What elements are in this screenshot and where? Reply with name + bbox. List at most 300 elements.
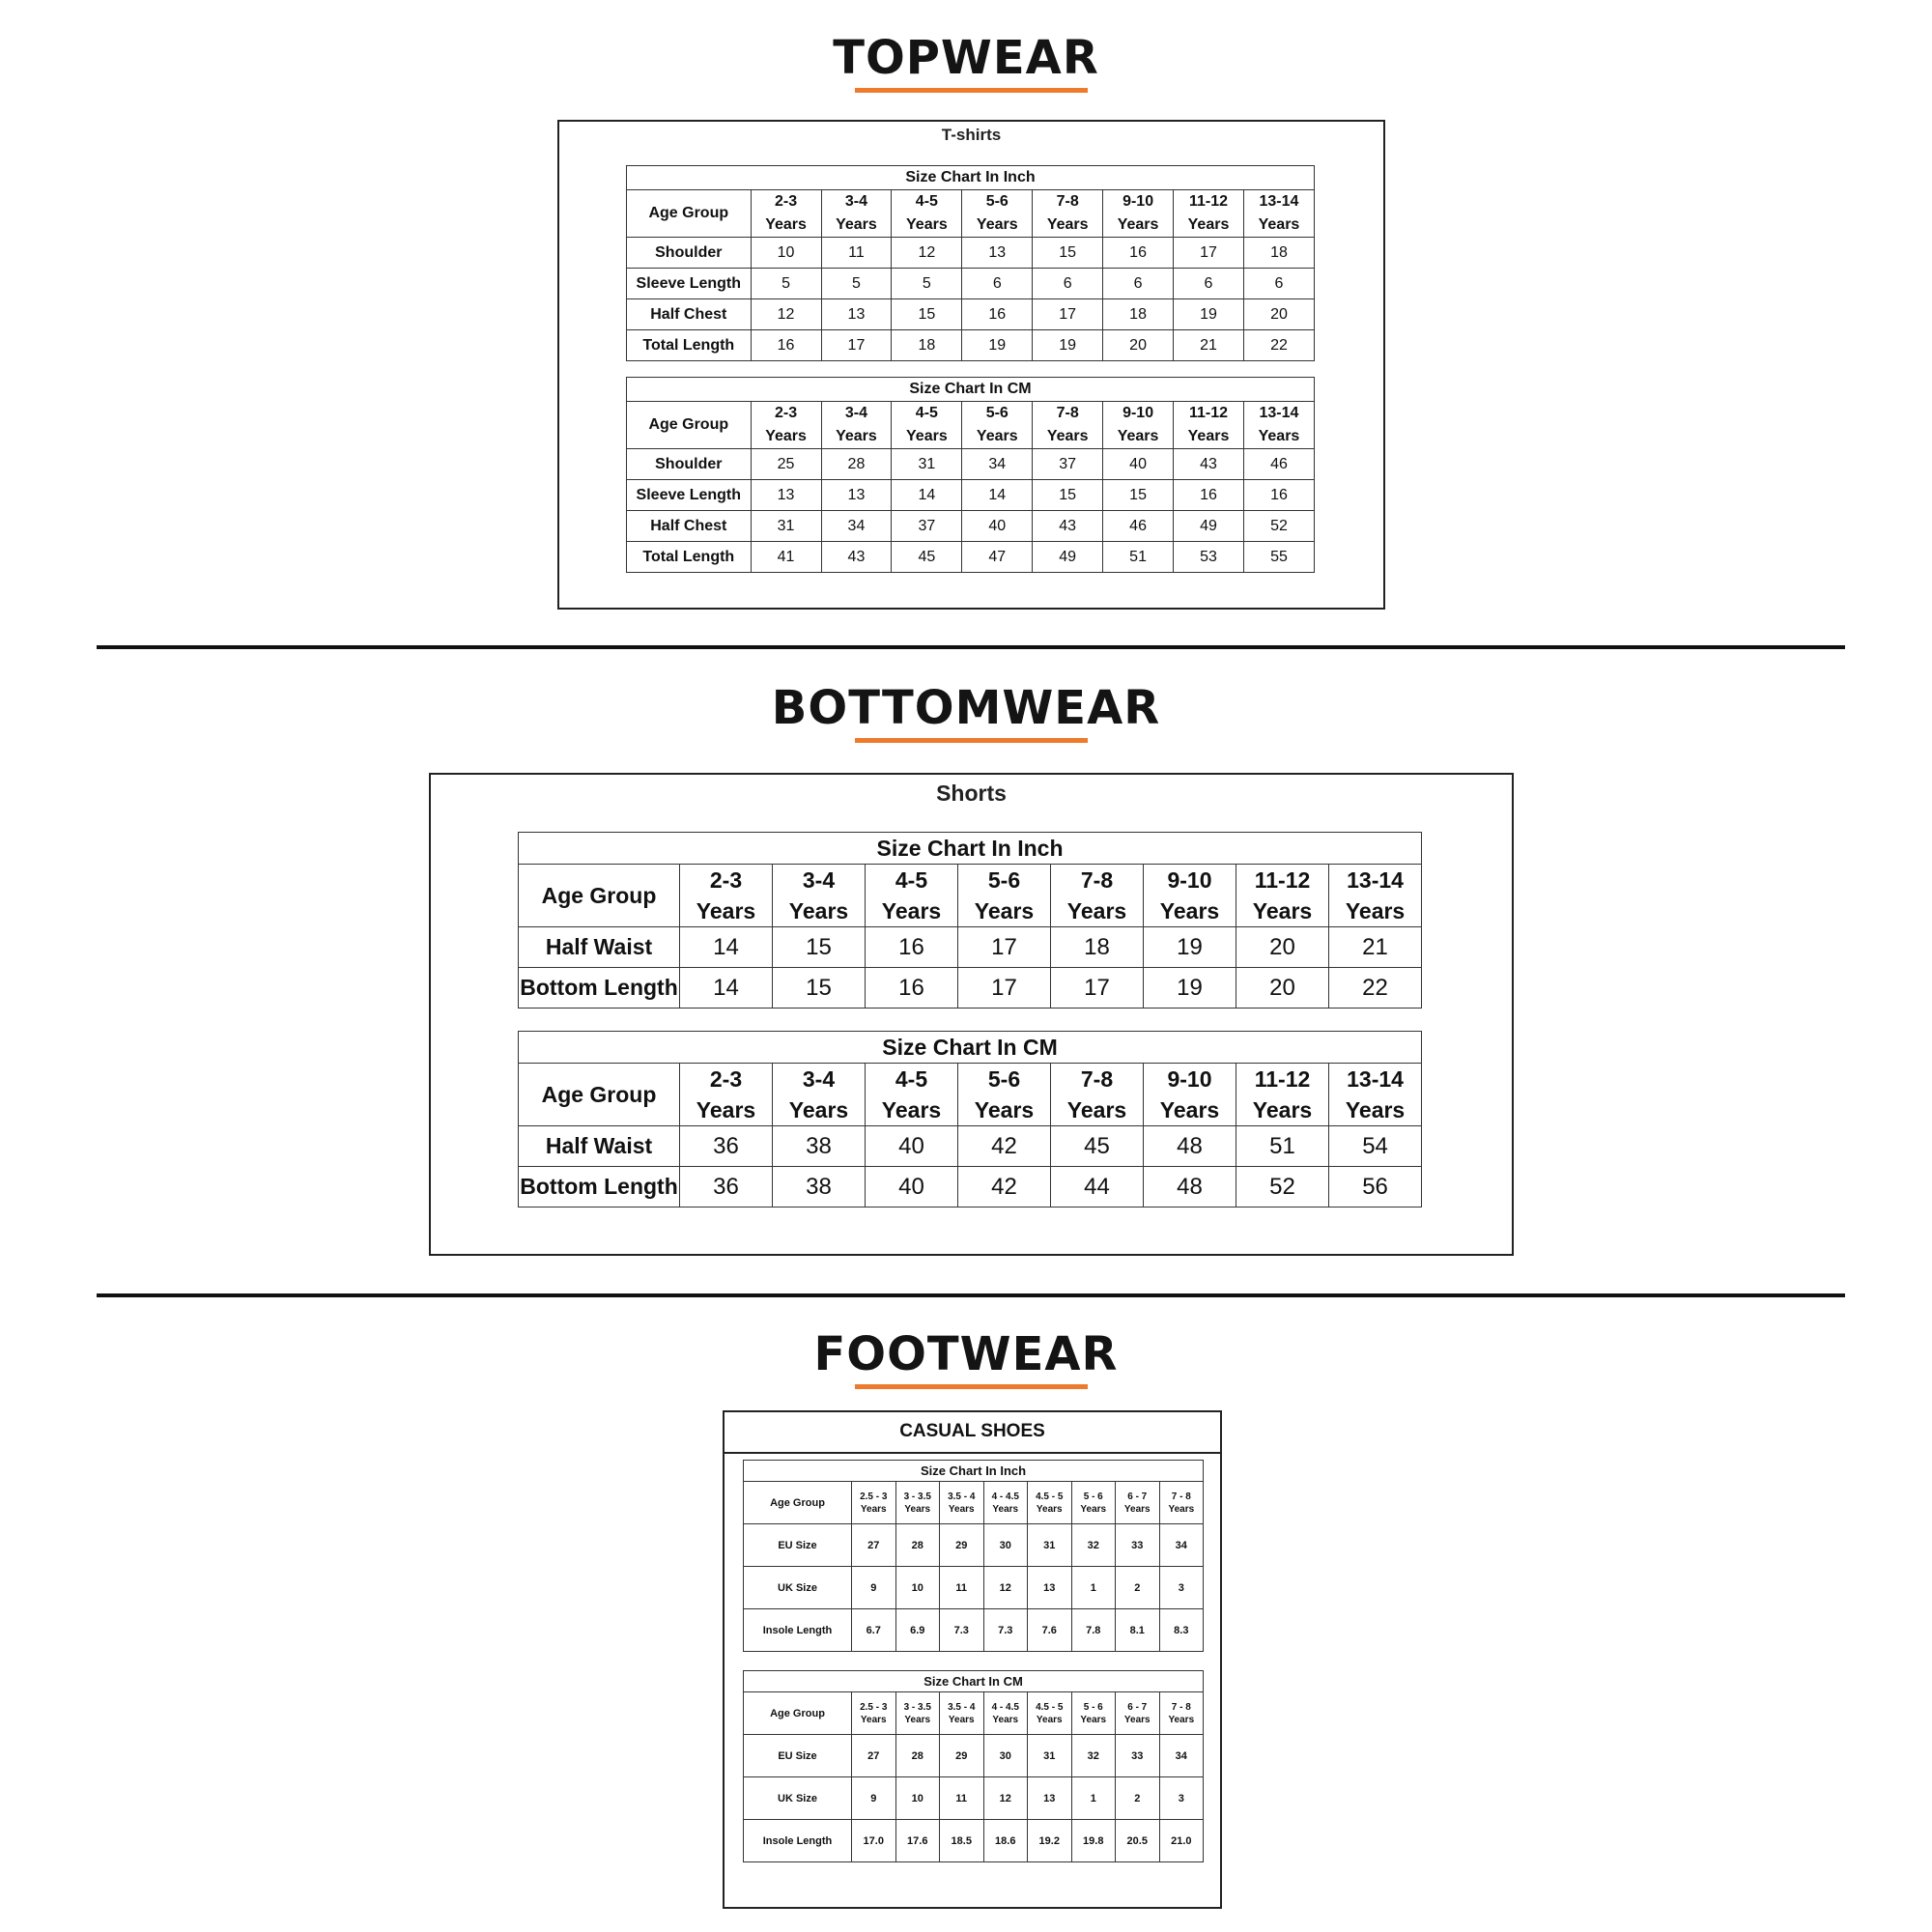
- size-cell: 15: [1103, 480, 1174, 511]
- age-unit: Years: [1123, 1714, 1151, 1725]
- table-row: [744, 1609, 1204, 1652]
- size-cell: 6.7: [852, 1609, 896, 1652]
- size-cell: 40: [1103, 449, 1174, 480]
- age-unit: Years: [860, 1714, 887, 1725]
- size-cell: 47: [962, 542, 1033, 573]
- age-unit: Years: [1187, 216, 1230, 233]
- size-cell: 19.8: [1071, 1820, 1116, 1862]
- age-unit: Years: [1036, 1503, 1063, 1515]
- age-column-header: [1243, 402, 1314, 449]
- size-cell: 40: [866, 1167, 958, 1208]
- age-group-header: Age Group: [519, 1064, 680, 1126]
- size-cell: 21.0: [1159, 1820, 1204, 1862]
- age-range: 3-4: [844, 193, 868, 210]
- panel-title: CASUAL SHOES: [899, 1421, 1045, 1441]
- age-range: 4-5: [915, 193, 938, 210]
- size-cell: 33: [1116, 1735, 1160, 1777]
- age-unit: Years: [948, 1503, 975, 1515]
- age-range: 13-14: [1259, 193, 1299, 210]
- table-row: [744, 1735, 1204, 1777]
- size-cell: 9: [852, 1567, 896, 1609]
- age-column-header: [1243, 190, 1314, 238]
- size-cell: 34: [1159, 1735, 1204, 1777]
- size-cell: 2: [1116, 1567, 1160, 1609]
- age-unit: Years: [836, 428, 877, 444]
- topwear-panel: [557, 120, 1385, 610]
- size-cell: 8.3: [1159, 1609, 1204, 1652]
- size-cell: 13: [751, 480, 821, 511]
- age-unit: Years: [992, 1714, 1019, 1725]
- age-column-header: [962, 190, 1033, 238]
- age-range: 5 - 6: [1083, 1701, 1103, 1713]
- row-label: Half Chest: [627, 299, 752, 330]
- size-cell: 13: [821, 299, 892, 330]
- size-cell: 11: [940, 1567, 984, 1609]
- age-column-header: [1236, 1064, 1329, 1126]
- age-column-header: [751, 190, 821, 238]
- age-unit: Years: [881, 1097, 942, 1122]
- size-cell: 12: [892, 238, 962, 269]
- age-column-header: [866, 865, 958, 927]
- table-caption: Size Chart In Inch: [744, 1461, 1204, 1482]
- age-range: 5-6: [985, 193, 1009, 210]
- age-column-header: [1174, 402, 1244, 449]
- size-cell: 37: [892, 511, 962, 542]
- age-unit: Years: [1345, 1097, 1406, 1122]
- table-row: [744, 1820, 1204, 1862]
- row-label: Half Waist: [519, 927, 680, 968]
- size-cell: 37: [1033, 449, 1103, 480]
- size-cell: 31: [1028, 1735, 1072, 1777]
- age-column-header: [773, 1064, 866, 1126]
- size-cell: 20: [1236, 927, 1329, 968]
- row-label: Shoulder: [627, 449, 752, 480]
- size-cell: 19: [962, 330, 1033, 361]
- row-label: Total Length: [627, 330, 752, 361]
- age-column-header: [1051, 1064, 1144, 1126]
- age-column-header: [940, 1482, 984, 1524]
- age-unit: Years: [948, 1714, 975, 1725]
- age-range: 3.5 - 4: [948, 1701, 976, 1713]
- age-range: 3-4: [802, 1066, 836, 1092]
- size-cell: 21: [1174, 330, 1244, 361]
- age-range: 4-5: [915, 405, 938, 421]
- row-label: Bottom Length: [519, 968, 680, 1009]
- age-range: 2-3: [774, 405, 798, 421]
- size-cell: 17: [821, 330, 892, 361]
- age-range: 2-3: [709, 867, 743, 893]
- age-range: 7-8: [1080, 1066, 1114, 1092]
- age-unit: Years: [1258, 428, 1300, 444]
- age-column-header: [1033, 190, 1103, 238]
- age-column-header: [1033, 402, 1103, 449]
- size-cell: 15: [1033, 480, 1103, 511]
- age-unit: Years: [1252, 1097, 1313, 1122]
- size-cell: 46: [1103, 511, 1174, 542]
- age-range: 13-14: [1347, 867, 1404, 893]
- age-column-header: [895, 1692, 940, 1735]
- age-unit: Years: [765, 216, 807, 233]
- size-cell: 17: [1051, 968, 1144, 1009]
- size-cell: 34: [821, 511, 892, 542]
- size-cell: 16: [1103, 238, 1174, 269]
- size-cell: 5: [751, 269, 821, 299]
- age-column-header: [1329, 1064, 1422, 1126]
- size-cell: 46: [1243, 449, 1314, 480]
- size-cell: 38: [773, 1126, 866, 1167]
- age-unit: Years: [788, 1097, 849, 1122]
- table-row: [627, 269, 1315, 299]
- bottomwear-panel: [429, 773, 1514, 1256]
- size-cell: 10: [895, 1567, 940, 1609]
- size-cell: 9: [852, 1777, 896, 1820]
- row-label: Insole Length: [744, 1609, 852, 1652]
- table-row: [519, 1126, 1422, 1167]
- size-cell: 31: [1028, 1524, 1072, 1567]
- size-cell: 16: [1243, 480, 1314, 511]
- age-unit: Years: [836, 216, 877, 233]
- size-cell: 17.0: [852, 1820, 896, 1862]
- size-cell: 12: [983, 1777, 1028, 1820]
- size-cell: 54: [1329, 1126, 1422, 1167]
- age-unit: Years: [1252, 898, 1313, 923]
- size-cell: 15: [1033, 238, 1103, 269]
- age-column-header: [1028, 1482, 1072, 1524]
- size-cell: 19: [1144, 927, 1236, 968]
- age-unit: Years: [696, 898, 756, 923]
- age-unit: Years: [1080, 1714, 1107, 1725]
- size-cell: 17: [958, 968, 1051, 1009]
- age-group-header: Age Group: [519, 865, 680, 927]
- age-unit: Years: [1117, 216, 1159, 233]
- table-row: [627, 330, 1315, 361]
- age-unit: Years: [860, 1503, 887, 1515]
- row-label: Total Length: [627, 542, 752, 573]
- table-row: [627, 449, 1315, 480]
- age-range: 5-6: [985, 405, 1009, 421]
- size-cell: 6: [1103, 269, 1174, 299]
- age-range: 7 - 8: [1171, 1701, 1191, 1713]
- size-cell: 34: [1159, 1524, 1204, 1567]
- size-cell: 3: [1159, 1567, 1204, 1609]
- table-caption: Size Chart In Inch: [519, 833, 1422, 865]
- age-range: 13-14: [1259, 405, 1299, 421]
- age-range: 5-6: [987, 1066, 1021, 1092]
- size-cell: 20: [1236, 968, 1329, 1009]
- age-range: 4.5 - 5: [1036, 1701, 1064, 1713]
- age-unit: Years: [1036, 1714, 1063, 1725]
- age-unit: Years: [1258, 216, 1300, 233]
- row-label: EU Size: [744, 1524, 852, 1567]
- size-cell: 31: [751, 511, 821, 542]
- size-cell: 51: [1103, 542, 1174, 573]
- size-cell: 18: [1051, 927, 1144, 968]
- age-column-header: [983, 1692, 1028, 1735]
- row-label: UK Size: [744, 1777, 852, 1820]
- table-row: [627, 542, 1315, 573]
- size-cell: 14: [962, 480, 1033, 511]
- size-cell: 31: [892, 449, 962, 480]
- size-cell: 48: [1144, 1126, 1236, 1167]
- size-cell: 43: [1033, 511, 1103, 542]
- topwear-underline: [855, 88, 1088, 93]
- size-cell: 16: [751, 330, 821, 361]
- topwear-inch-table: [626, 165, 1315, 361]
- size-cell: 15: [773, 927, 866, 968]
- age-unit: Years: [881, 898, 942, 923]
- row-label: Bottom Length: [519, 1167, 680, 1208]
- age-range: 3-4: [844, 405, 868, 421]
- panel-title: Shorts: [936, 781, 1007, 806]
- age-range: 5 - 6: [1083, 1491, 1103, 1502]
- size-cell: 51: [1236, 1126, 1329, 1167]
- size-cell: 28: [895, 1735, 940, 1777]
- size-cell: 6: [1033, 269, 1103, 299]
- age-range: 11-12: [1188, 405, 1228, 421]
- table-row: [627, 511, 1315, 542]
- footwear-heading: FOOTWEAR: [813, 1327, 1119, 1381]
- size-cell: 10: [895, 1777, 940, 1820]
- size-cell: 19.2: [1028, 1820, 1072, 1862]
- size-cell: 17: [1033, 299, 1103, 330]
- size-cell: 1: [1071, 1567, 1116, 1609]
- size-cell: 7.6: [1028, 1609, 1072, 1652]
- size-cell: 36: [680, 1126, 773, 1167]
- age-group-header: Age Group: [744, 1482, 852, 1524]
- size-cell: 7.3: [983, 1609, 1028, 1652]
- age-column-header: [680, 865, 773, 927]
- size-cell: 12: [751, 299, 821, 330]
- age-range: 7 - 8: [1171, 1491, 1191, 1502]
- age-unit: Years: [1159, 1097, 1220, 1122]
- size-cell: 5: [892, 269, 962, 299]
- age-column-header: [1103, 402, 1174, 449]
- size-cell: 29: [940, 1524, 984, 1567]
- age-unit: Years: [1046, 216, 1089, 233]
- size-cell: 53: [1174, 542, 1244, 573]
- table-caption: Size Chart In Inch: [627, 166, 1315, 190]
- age-column-header: [1159, 1482, 1204, 1524]
- size-cell: 43: [1174, 449, 1244, 480]
- age-range: 9-10: [1167, 1066, 1212, 1092]
- age-unit: Years: [1123, 1503, 1151, 1515]
- size-cell: 17: [958, 927, 1051, 968]
- footwear-panel: [723, 1410, 1222, 1909]
- size-cell: 45: [1051, 1126, 1144, 1167]
- size-cell: 15: [773, 968, 866, 1009]
- age-column-header: [680, 1064, 773, 1126]
- size-cell: 20: [1243, 299, 1314, 330]
- table-caption: Size Chart In CM: [744, 1671, 1204, 1692]
- age-unit: Years: [1159, 898, 1220, 923]
- table-row: [519, 927, 1422, 968]
- size-cell: 18: [1103, 299, 1174, 330]
- size-cell: 13: [821, 480, 892, 511]
- age-range: 11-12: [1254, 867, 1311, 893]
- size-cell: 40: [866, 1126, 958, 1167]
- size-cell: 41: [751, 542, 821, 573]
- age-unit: Years: [904, 1503, 931, 1515]
- age-unit: Years: [904, 1714, 931, 1725]
- age-column-header: [1174, 190, 1244, 238]
- size-cell: 20.5: [1116, 1820, 1160, 1862]
- table-row: [627, 299, 1315, 330]
- age-column-header: [866, 1064, 958, 1126]
- age-range: 2-3: [774, 193, 798, 210]
- footwear-underline: [855, 1384, 1088, 1389]
- size-cell: 27: [852, 1735, 896, 1777]
- age-range: 4-5: [895, 867, 928, 893]
- size-cell: 10: [751, 238, 821, 269]
- age-range: 2.5 - 3: [860, 1491, 888, 1502]
- age-range: 11-12: [1188, 193, 1228, 210]
- age-unit: Years: [1066, 898, 1127, 923]
- table-row: [744, 1567, 1204, 1609]
- table-row: [627, 238, 1315, 269]
- size-cell: 32: [1071, 1735, 1116, 1777]
- size-cell: 28: [895, 1524, 940, 1567]
- size-cell: 20: [1103, 330, 1174, 361]
- size-cell: 52: [1243, 511, 1314, 542]
- age-unit: Years: [1046, 428, 1089, 444]
- size-cell: 42: [958, 1126, 1051, 1167]
- age-range: 9-10: [1122, 405, 1154, 421]
- age-unit: Years: [788, 898, 849, 923]
- size-cell: 22: [1329, 968, 1422, 1009]
- size-cell: 52: [1236, 1167, 1329, 1208]
- age-range: 5-6: [987, 867, 1021, 893]
- size-cell: 44: [1051, 1167, 1144, 1208]
- row-label: EU Size: [744, 1735, 852, 1777]
- age-unit: Years: [906, 216, 948, 233]
- size-cell: 13: [1028, 1567, 1072, 1609]
- bottomwear-underline: [855, 738, 1088, 743]
- age-column-header: [983, 1482, 1028, 1524]
- age-group-header: Age Group: [627, 402, 752, 449]
- age-range: 3 - 3.5: [903, 1701, 931, 1713]
- size-cell: 21: [1329, 927, 1422, 968]
- age-unit: Years: [1168, 1714, 1195, 1725]
- table-caption: Size Chart In CM: [519, 1032, 1422, 1064]
- row-label: Sleeve Length: [627, 269, 752, 299]
- age-range: 4-5: [895, 1066, 928, 1092]
- size-cell: 30: [983, 1735, 1028, 1777]
- size-cell: 19: [1144, 968, 1236, 1009]
- age-column-header: [1071, 1692, 1116, 1735]
- table-row: [519, 968, 1422, 1009]
- size-cell: 11: [940, 1777, 984, 1820]
- age-unit: Years: [1187, 428, 1230, 444]
- size-cell: 3: [1159, 1777, 1204, 1820]
- size-cell: 14: [892, 480, 962, 511]
- bottomwear-cm-table: [518, 1031, 1422, 1208]
- age-range: 4 - 4.5: [991, 1491, 1019, 1502]
- age-group-header: Age Group: [744, 1692, 852, 1735]
- age-unit: Years: [992, 1503, 1019, 1515]
- age-unit: Years: [1080, 1503, 1107, 1515]
- size-cell: 19: [1174, 299, 1244, 330]
- size-cell: 6: [1174, 269, 1244, 299]
- age-range: 2-3: [709, 1066, 743, 1092]
- size-cell: 45: [892, 542, 962, 573]
- age-range: 3 - 3.5: [903, 1491, 931, 1502]
- age-range: 6 - 7: [1127, 1491, 1148, 1502]
- age-column-header: [821, 402, 892, 449]
- age-unit: Years: [1066, 1097, 1127, 1122]
- size-cell: 49: [1174, 511, 1244, 542]
- size-cell: 13: [962, 238, 1033, 269]
- age-range: 7-8: [1056, 405, 1079, 421]
- size-cell: 16: [866, 927, 958, 968]
- age-range: 3.5 - 4: [948, 1491, 976, 1502]
- age-range: 3-4: [802, 867, 836, 893]
- panel-title: T-shirts: [941, 126, 1002, 144]
- size-cell: 22: [1243, 330, 1314, 361]
- age-column-header: [1144, 865, 1236, 927]
- size-cell: 6.9: [895, 1609, 940, 1652]
- size-cell: 16: [1174, 480, 1244, 511]
- size-cell: 8.1: [1116, 1609, 1160, 1652]
- age-range: 7-8: [1056, 193, 1079, 210]
- size-cell: 5: [821, 269, 892, 299]
- size-cell: 49: [1033, 542, 1103, 573]
- table-caption: Size Chart In CM: [627, 378, 1315, 402]
- age-range: 11-12: [1254, 1066, 1311, 1092]
- size-cell: 34: [962, 449, 1033, 480]
- age-unit: Years: [696, 1097, 756, 1122]
- table-row: [519, 1167, 1422, 1208]
- bottomwear-inch-table: [518, 832, 1422, 1009]
- bottomwear-heading: BOTTOMWEAR: [771, 681, 1161, 735]
- age-column-header: [940, 1692, 984, 1735]
- age-unit: Years: [974, 1097, 1035, 1122]
- age-column-header: [1028, 1692, 1072, 1735]
- size-cell: 18.6: [983, 1820, 1028, 1862]
- size-cell: 33: [1116, 1524, 1160, 1567]
- age-unit: Years: [1168, 1503, 1195, 1515]
- size-cell: 32: [1071, 1524, 1116, 1567]
- age-unit: Years: [765, 428, 807, 444]
- age-column-header: [1159, 1692, 1204, 1735]
- age-range: 4 - 4.5: [991, 1701, 1019, 1713]
- size-cell: 18: [1243, 238, 1314, 269]
- age-column-header: [1116, 1692, 1160, 1735]
- age-column-header: [821, 190, 892, 238]
- age-range: 2.5 - 3: [860, 1701, 888, 1713]
- age-column-header: [751, 402, 821, 449]
- size-cell: 7.8: [1071, 1609, 1116, 1652]
- age-unit: Years: [976, 216, 1018, 233]
- size-cell: 16: [962, 299, 1033, 330]
- size-cell: 18.5: [940, 1820, 984, 1862]
- row-label: Sleeve Length: [627, 480, 752, 511]
- size-cell: 2: [1116, 1777, 1160, 1820]
- age-column-header: [852, 1692, 896, 1735]
- size-cell: 18: [892, 330, 962, 361]
- row-label: Half Waist: [519, 1126, 680, 1167]
- row-label: Insole Length: [744, 1820, 852, 1862]
- age-column-header: [1071, 1482, 1116, 1524]
- size-cell: 48: [1144, 1167, 1236, 1208]
- size-cell: 12: [983, 1567, 1028, 1609]
- size-cell: 27: [852, 1524, 896, 1567]
- row-label: UK Size: [744, 1567, 852, 1609]
- age-column-header: [892, 402, 962, 449]
- age-range: 13-14: [1347, 1066, 1404, 1092]
- size-cell: 13: [1028, 1777, 1072, 1820]
- age-column-header: [1051, 865, 1144, 927]
- age-column-header: [958, 865, 1051, 927]
